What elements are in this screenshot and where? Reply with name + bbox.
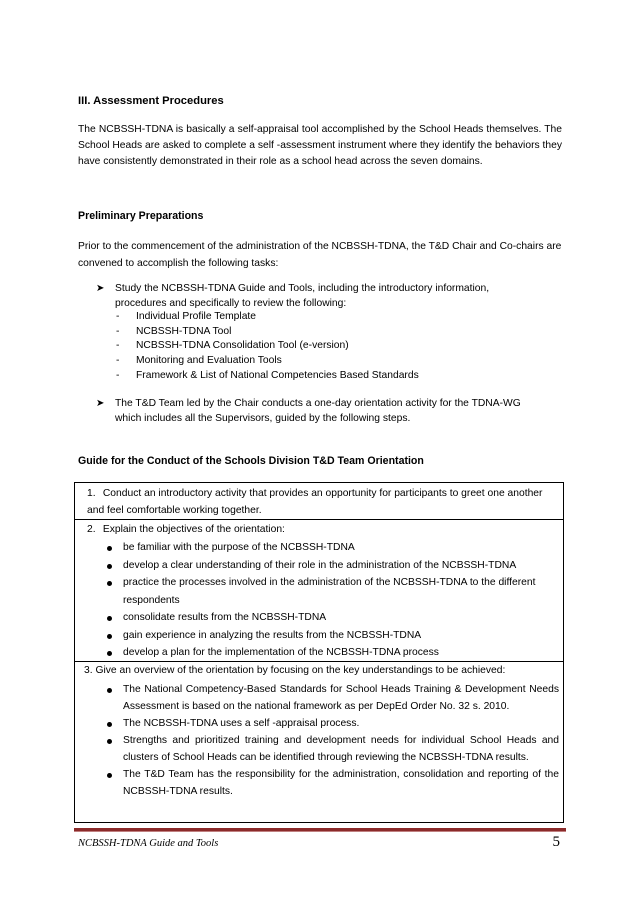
arrow-list-item [96, 396, 536, 426]
table-row [75, 662, 563, 822]
list-item: The National Competency-Based Standards for School Heads Training & Development Needs Assessment is based on the national framework as per DepEd Order No. 32 s. 2010. [107, 681, 559, 715]
list-item: consolidate results from the NCBSSH-TDNA [107, 609, 559, 627]
preliminary-title: Preliminary Preparations [78, 210, 204, 222]
list-item: be familiar with the purpose of the NCBSSH-TDNA [107, 539, 559, 557]
arrow-bullet-icon: ➤ [96, 398, 105, 409]
arrow-bullet-icon: ➤ [96, 283, 105, 294]
arrow-item-text: Study the NCBSSH-TDNA Guide and Tools, including the introductory information, procedures and specifically to review the following: [115, 283, 490, 309]
review-list-item: - Individual Profile Template [116, 311, 257, 322]
footer-title: NCBSSH-TDNA Guide and Tools [78, 838, 219, 849]
round-bullet-icon [107, 688, 112, 693]
list-item: gain experience in analyzing the results from the NCBSSH-TDNA [107, 627, 559, 645]
round-bullet-icon [107, 651, 112, 656]
list-item: The T&D Team has the responsibility for the administration, consolidation and reporting of the NCBSSH-TDNA results. [107, 766, 559, 800]
key-understandings-list [107, 681, 559, 800]
list-item: develop a plan for the implementation of the NCBSSH-TDNA process [107, 644, 559, 662]
row-text: 3. Give an overview of the orientation by focusing on the key understandings to be achieved: [84, 665, 506, 676]
intro-paragraph: The NCBSSH-TDNA is basically a self-appraisal tool accomplished by the School Heads themselves. The School Heads are asked to complete a self -assessment instrument where they identify the behaviors they have consistently demonstrated in their role as a school head across the seven domains. [78, 124, 562, 167]
arrow-list-item [96, 281, 536, 311]
round-bullet-icon [107, 739, 112, 744]
review-list-item: - Monitoring and Evaluation Tools [116, 355, 282, 367]
guide-title: Guide for the Conduct of the Schools Division T&D Team Orientation [78, 455, 424, 467]
table-row [75, 483, 563, 520]
orientation-guide-table [74, 482, 564, 823]
arrow-item-text: The T&D Team led by the Chair conducts a one-day orientation activity for the TDNA-WG which includes all the Supervisors, guided by the following steps. [115, 398, 521, 424]
list-item: Strengths and prioritized training and development needs for individual School Heads and clusters of School Heads can be identified through reviewing the NCBSSH-TDNA results. [107, 732, 559, 766]
round-bullet-icon [107, 722, 112, 727]
round-bullet-icon [107, 546, 112, 551]
list-item: practice the processes involved in the administration of the NCBSSH-TDNA to the different respondents [107, 574, 559, 609]
round-bullet-icon [107, 581, 112, 586]
review-list [114, 310, 419, 383]
round-bullet-icon [107, 564, 112, 569]
section-title: III. Assessment Procedures [78, 95, 224, 107]
round-bullet-icon [107, 634, 112, 639]
review-list-item: - Framework & List of National Competencies Based Standards [116, 369, 419, 381]
row-text: 1. Conduct an introductory activity that provides an opportunity for participants to greet one another and feel comfortable working together. [87, 488, 543, 516]
footer-rule-thin [74, 831, 566, 832]
table-row [75, 520, 563, 662]
review-list-item: - NCBSSH-TDNA Tool [116, 325, 232, 337]
row-text: 2. Explain the objectives of the orientation: [87, 524, 285, 535]
round-bullet-icon [107, 773, 112, 778]
preliminary-paragraph: Prior to the commencement of the administration of the NCBSSH-TDNA, the T&D Chair and Co-chairs are convened to accomplish the following tasks: [78, 241, 562, 269]
objectives-list [107, 539, 559, 662]
page-number: 5 [552, 834, 560, 850]
list-item: develop a clear understanding of their role in the administration of the NCBSSH-TDNA [107, 557, 559, 575]
review-list-item: - NCBSSH-TDNA Consolidation Tool (e-version) [116, 340, 349, 352]
round-bullet-icon [107, 616, 112, 621]
list-item: The NCBSSH-TDNA uses a self -appraisal process. [107, 715, 559, 732]
